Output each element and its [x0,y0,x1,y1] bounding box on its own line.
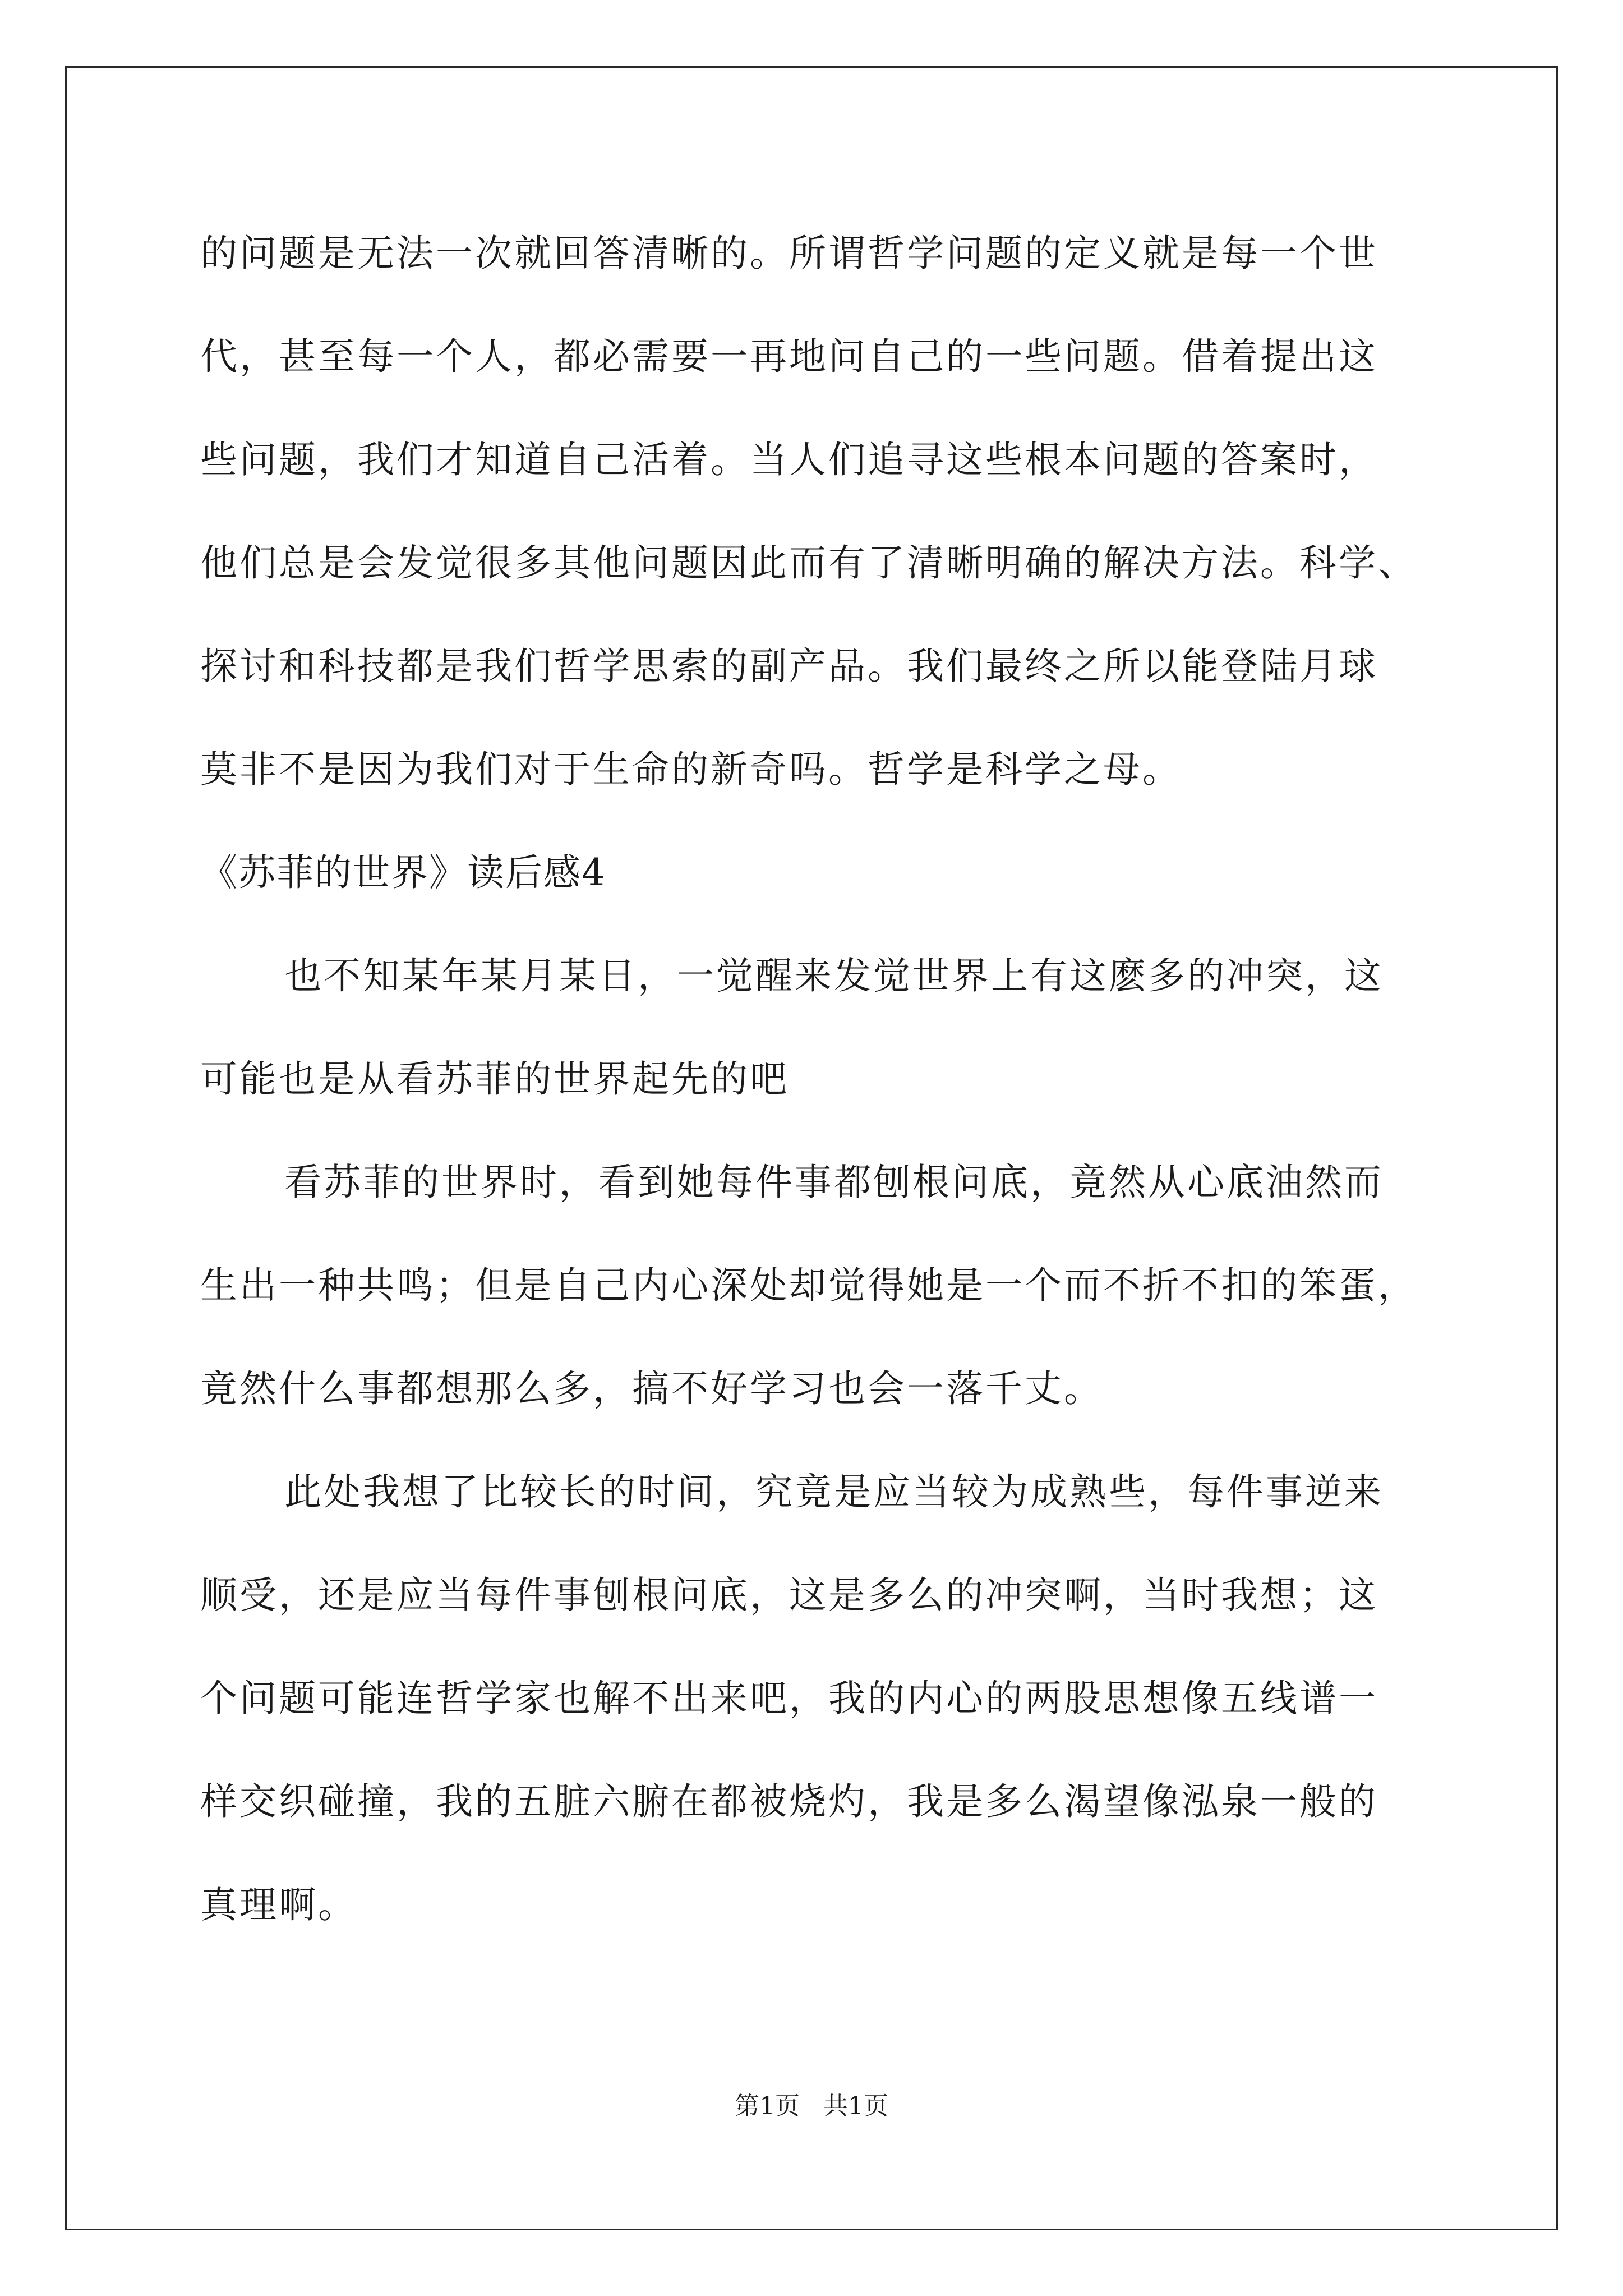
paragraph-first-line: 也不知某年某月某日，一觉醒来发觉世界上有这麽多的冲突，这 [284,954,1384,997]
text-line: 他们总是会发觉很多其他问题因此而有了清晰明确的解决方法。科学、 [200,541,1417,585]
text-line: 些问题，我们才知道自己活着。当人们追寻这些根本问题的答案时， [200,438,1378,481]
text-line: 探讨和科技都是我们哲学思索的副产品。我们最终之所以能登陆月球 [200,645,1378,688]
page-number-footer: 第1页 共1页 [735,2092,888,2120]
text-line: 代，甚至每一个人，都必需要一再地问自己的一些问题。借着提出这 [200,335,1378,378]
text-line: 的问题是无法一次就回答清晰的。所谓哲学问题的定义就是每一个世 [200,232,1378,275]
text-line: 莫非不是因为我们对于生命的新奇吗。哲学是科学之母。 [200,748,1182,791]
text-line: 样交织碰撞，我的五脏六腑在都被烧灼，我是多么渴望像泓泉一般的 [200,1780,1378,1823]
section-heading: 《苏菲的世界》读后感4 [200,851,606,894]
text-line: 顺受，还是应当每件事刨根问底，这是多么的冲突啊，当时我想；这 [200,1573,1378,1617]
text-line: 生出一种共鸣；但是自己内心深处却觉得她是一个而不折不扣的笨蛋， [200,1264,1417,1307]
paragraph-first-line: 看苏菲的世界时，看到她每件事都刨根问底，竟然从心底油然而 [284,1161,1384,1204]
text-line: 竟然什么事都想那么多，搞不好学习也会一落千丈。 [200,1367,1103,1410]
text-line: 个问题可能连哲学家也解不出来吧，我的内心的两股思想像五线谱一 [200,1677,1378,1720]
text-line: 真理啊。 [200,1883,357,1926]
text-line: 可能也是从看苏菲的世界起先的吧 [200,1057,789,1101]
document-body [200,202,1434,1957]
paragraph-first-line: 此处我想了比较长的时间，究竟是应当较为成熟些，每件事逆来 [284,1470,1384,1513]
